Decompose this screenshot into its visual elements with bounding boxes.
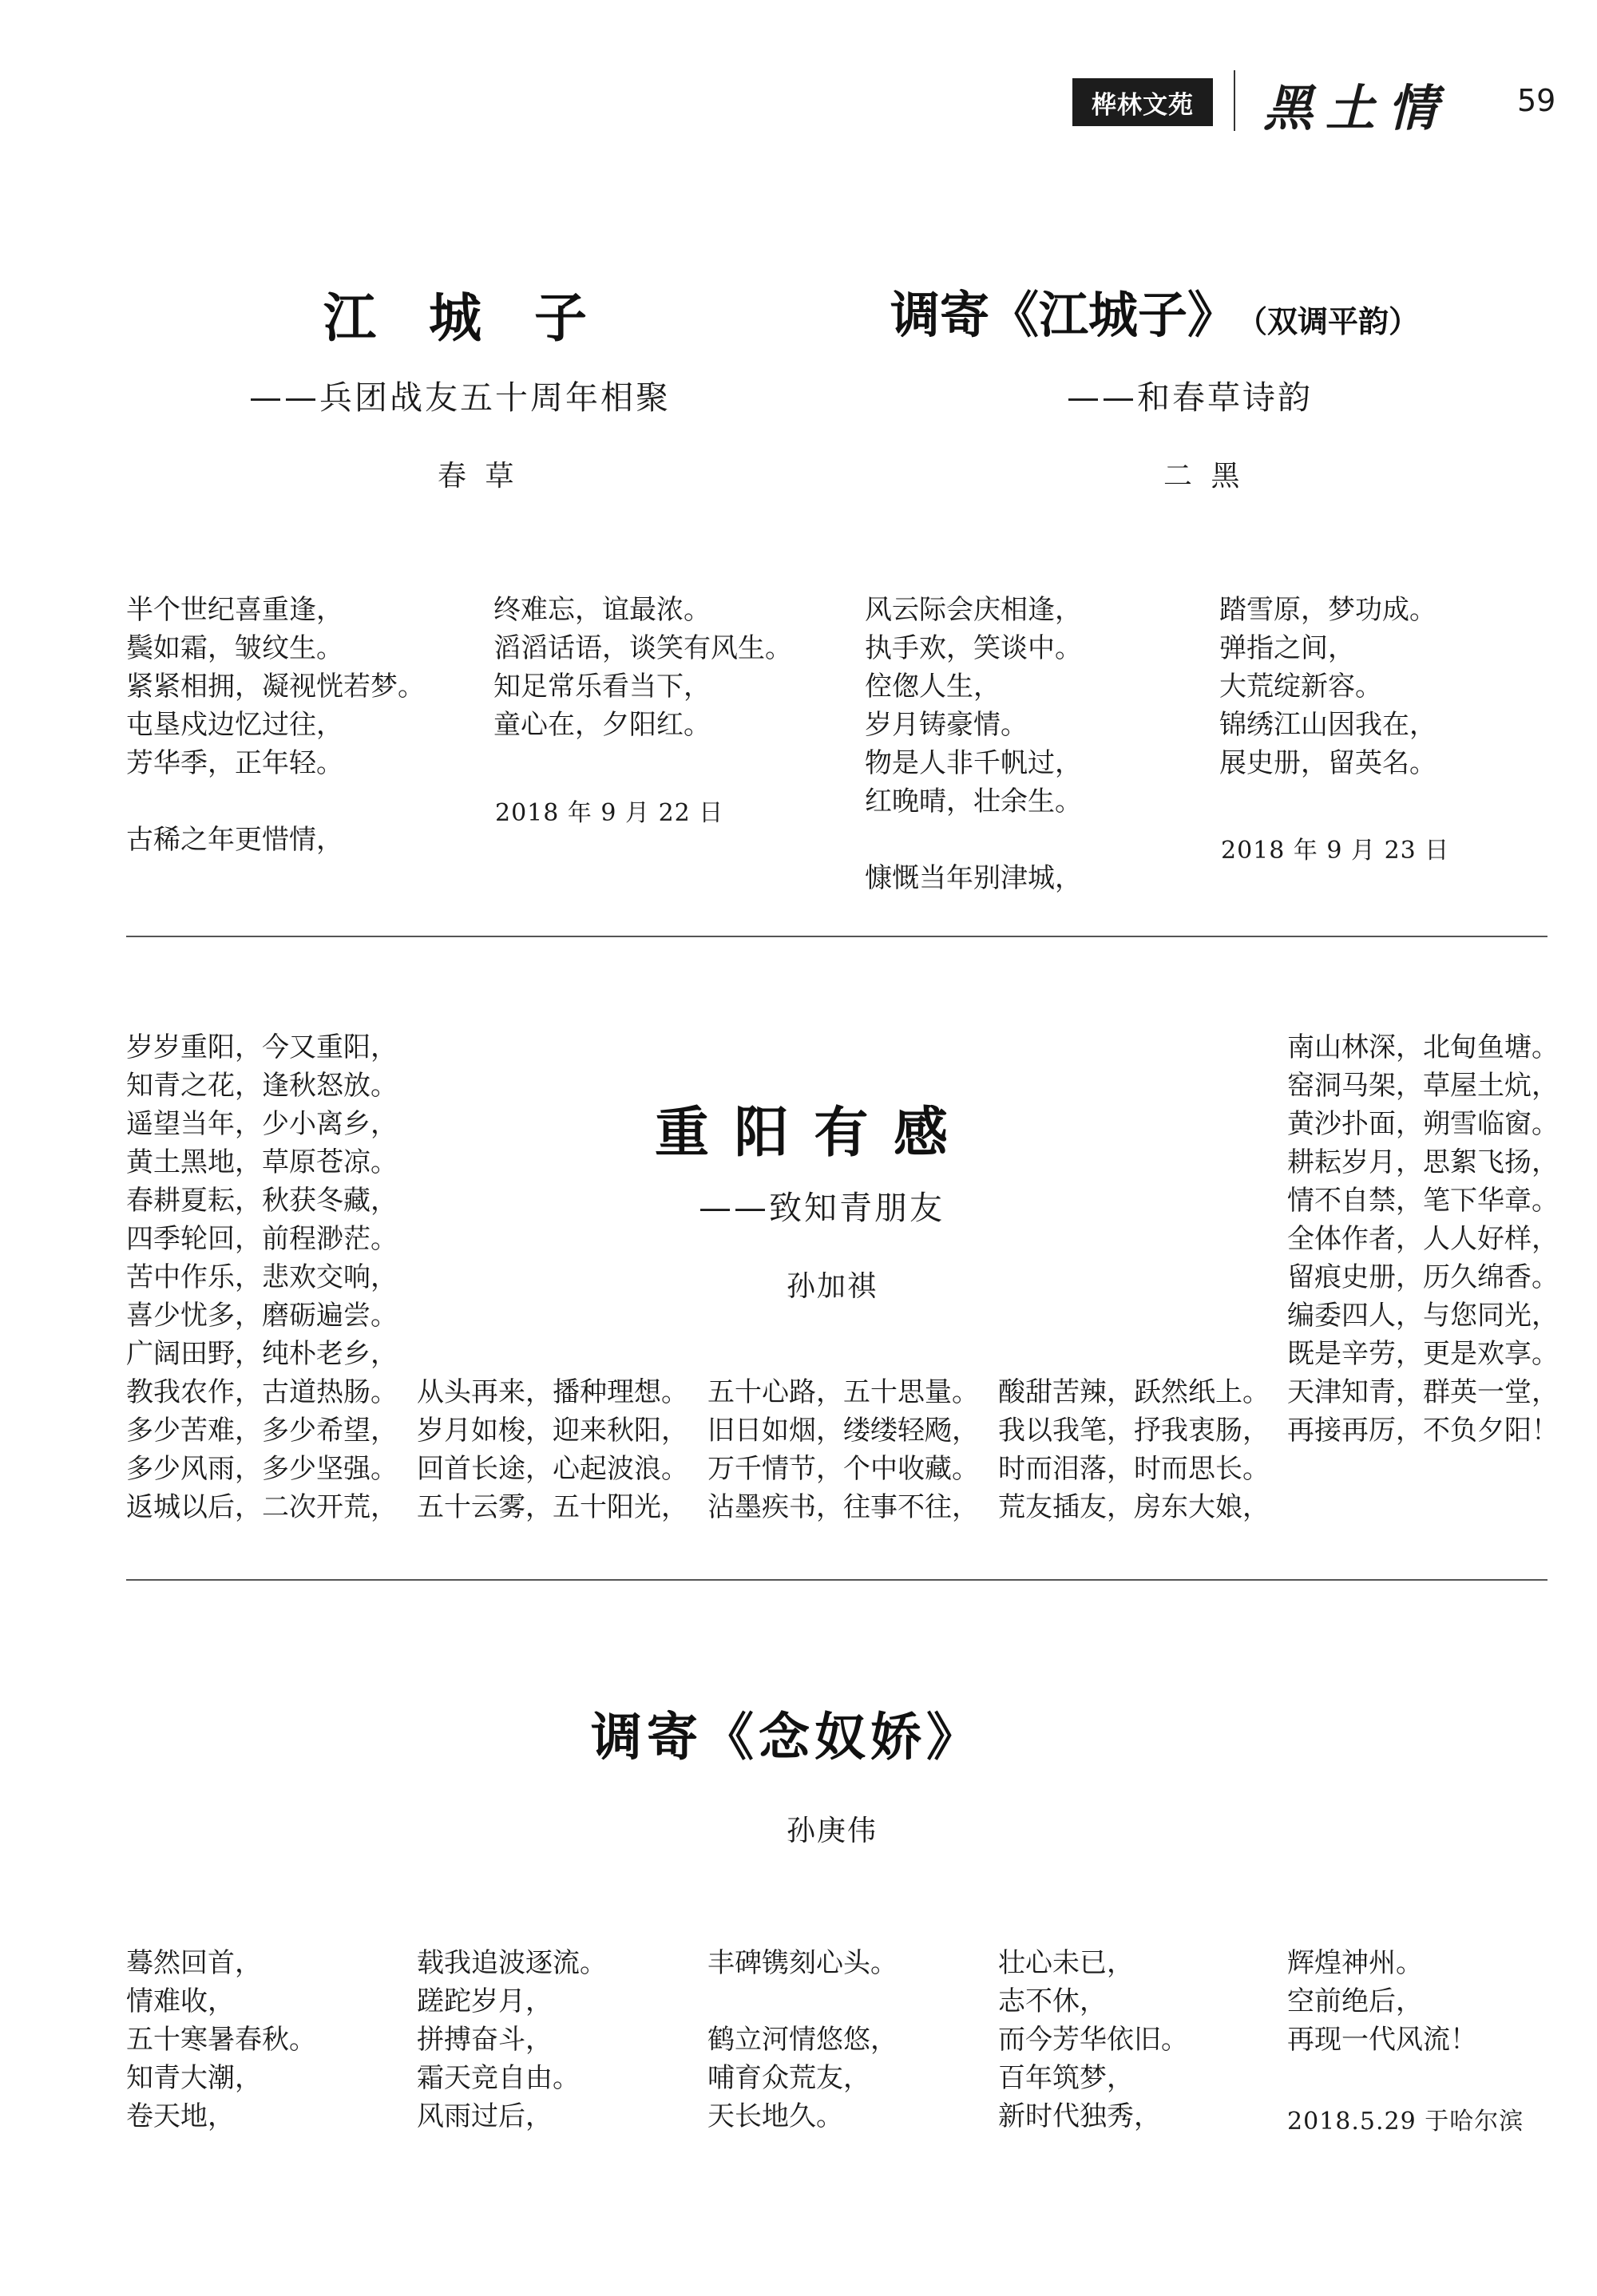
page-number: 59	[1517, 83, 1556, 118]
poem1-title: 江 城 子	[323, 287, 587, 349]
poem-line: 蹉跎岁月，	[417, 1985, 553, 2017]
poem-line: 芳华季，正年轻。	[126, 747, 343, 779]
poem-line: 再现一代风流！	[1287, 2024, 1477, 2056]
poem-line: 岁月铸豪情。	[865, 709, 1028, 741]
poem-line: 时而泪落，时而思长。	[998, 1453, 1270, 1485]
poem-line: 四季轮回，前程渺茫。	[126, 1223, 398, 1255]
poem-line: 天津知青，群英一堂，	[1287, 1376, 1559, 1408]
poem-line: 多少苦难，多少希望，	[126, 1415, 398, 1447]
poem3-column-3	[707, 1373, 979, 1526]
poem-line: 再接再厉，不负夕阳！	[1287, 1415, 1559, 1447]
poem-line: 拼搏奋斗，	[417, 2024, 553, 2056]
poem-line: 既是辛劳，更是欢享。	[1287, 1338, 1559, 1370]
poem-line: 从头再来，播种理想。	[417, 1376, 688, 1408]
poem1-author: 春 草	[438, 460, 519, 493]
poem-line: 广阔田野，纯朴老乡，	[126, 1338, 398, 1370]
poem-line: 丰碑镌刻心头。	[707, 1947, 898, 1979]
poem-line: 辉煌神州。	[1287, 1947, 1423, 1979]
poem3-column-2	[417, 1373, 688, 1526]
poem3-column-1	[126, 1028, 398, 1526]
poem-line: 鬓如霜，皱纹生。	[126, 632, 343, 664]
poem2-title-note: （双调平韵）	[1237, 304, 1420, 339]
section-divider-2	[126, 1579, 1547, 1581]
poem-line: 黄土黑地，草原苍凉。	[126, 1146, 398, 1178]
poem-line: 古稀之年更惜情，	[126, 824, 343, 856]
poem-line: 情不自禁，笔下华章。	[1287, 1185, 1559, 1217]
poem-line: 红晚晴，壮余生。	[865, 786, 1082, 817]
poem-line: 多少风雨，多少坚强。	[126, 1453, 398, 1485]
poem4-column-1	[126, 1944, 316, 2136]
poem-line: 壮心未已，	[998, 1947, 1134, 1979]
poem4-column-2	[417, 1944, 607, 2136]
poem-line: 旧日如烟，缕缕轻飏，	[707, 1415, 979, 1447]
poem-line: 哺育众荒友，	[707, 2062, 870, 2094]
poem-line: 沾墨疾书，往事不往，	[707, 1491, 979, 1523]
poem4-column-4	[998, 1944, 1188, 2136]
poem-line: 回首长途，心起波浪。	[417, 1453, 688, 1485]
poem-line: 天长地久。	[707, 2100, 843, 2132]
poem-line: 知青之花，逢秋怒放。	[126, 1070, 398, 1102]
poem-line: 五十寒暑春秋。	[126, 2024, 316, 2056]
poem-line: 慷慨当年别津城，	[865, 862, 1082, 894]
poem2-date: 2018 年 9 月 23 日	[1221, 837, 1450, 865]
poem-line: 知青大潮，	[126, 2062, 262, 2094]
poem-line: 南山林深，北甸鱼塘。	[1287, 1031, 1559, 1063]
poem2-column-2	[1219, 591, 1437, 782]
poem-line: 空前绝后，	[1287, 1985, 1423, 2017]
poem-line: 滔滔话语，谈笑有风生。	[493, 632, 792, 664]
poem3-column-4	[998, 1373, 1270, 1526]
poem-line: 春耕夏耘，秋获冬藏，	[126, 1185, 398, 1217]
poem-line: 屯垦戍边忆过往，	[126, 709, 343, 741]
stanza-gap	[126, 782, 425, 821]
poem1-subtitle: ——兵团战友五十周年相聚	[249, 378, 671, 417]
poem4-column-5	[1287, 1944, 1477, 2059]
poem-line: 五十云雾，五十阳光，	[417, 1491, 688, 1523]
poem-line: 展史册，留英名。	[1219, 747, 1437, 779]
poem4-date: 2018.5.29 于哈尔滨	[1287, 2108, 1524, 2136]
poem3-column-5	[1287, 1028, 1559, 1450]
poem-line: 踏雪原，梦功成。	[1219, 594, 1437, 626]
poem-line: 卷天地，	[126, 2100, 235, 2132]
poem-line: 耕耘岁月，思絮飞扬，	[1287, 1146, 1559, 1178]
poem4-author: 孙庚伟	[787, 1815, 878, 1847]
poem-line: 蓦然回首，	[126, 1947, 262, 1979]
poem1-column-1	[126, 591, 425, 859]
poem4-column-3	[707, 1944, 898, 2136]
stanza-gap	[865, 821, 1082, 859]
poem-line: 留痕史册，历久绵香。	[1287, 1261, 1559, 1293]
poem-line: 载我追波逐流。	[417, 1947, 607, 1979]
poem3-author: 孙加祺	[787, 1270, 878, 1303]
poem-line: 酸甜苦辣，跃然纸上。	[998, 1376, 1270, 1408]
poem2-title-block	[890, 275, 1419, 346]
poem-line: 遥望当年，少小离乡，	[126, 1108, 398, 1140]
section-tag: 桦林文苑	[1072, 78, 1213, 126]
poem-line: 全体作者，人人好样，	[1287, 1223, 1559, 1255]
poem-line: 执手欢，笑谈中。	[865, 632, 1082, 664]
poem-line: 风雨过后，	[417, 2100, 553, 2132]
poem-line: 五十心路，五十思量。	[707, 1376, 979, 1408]
poem-line: 倥偬人生，	[865, 671, 1001, 703]
poem-line: 风云际会庆相逢，	[865, 594, 1082, 626]
poem-line: 半个世纪喜重逢，	[126, 594, 343, 626]
poem-line: 荒友插友，房东大娘，	[998, 1491, 1270, 1523]
poem3-title: 重 阳 有 感	[655, 1102, 952, 1165]
poem-line: 而今芳华依旧。	[998, 2024, 1188, 2056]
poem-line: 弹指之间，	[1219, 632, 1355, 664]
poem-line: 我以我笔，抒我衷肠，	[998, 1415, 1270, 1447]
poem-line: 终难忘，谊最浓。	[493, 594, 711, 626]
poem2-subtitle: ——和春草诗韵	[1067, 378, 1313, 417]
poem-line: 岁月如梭，迎来秋阳，	[417, 1415, 688, 1447]
poem-line: 童心在，夕阳红。	[493, 709, 711, 741]
poem-line: 知足常乐看当下，	[493, 671, 711, 703]
stanza-gap	[707, 1982, 898, 2021]
poem-line: 苦中作乐，悲欢交响，	[126, 1261, 398, 1293]
poem-line: 情难收，	[126, 1985, 235, 2017]
poem-line: 喜少忧多，磨砺遍尝。	[126, 1300, 398, 1332]
poem-line: 万千情节，个中收藏。	[707, 1453, 979, 1485]
poem-line: 黄沙扑面，朔雪临窗。	[1287, 1108, 1559, 1140]
poem2-title: 调寄《江城子》	[890, 286, 1238, 344]
poem-line: 教我农作，古道热肠。	[126, 1376, 398, 1408]
poem-line: 霜天竞自由。	[417, 2062, 580, 2094]
poem-line: 紧紧相拥，凝视恍若梦。	[126, 671, 425, 703]
poem1-date: 2018 年 9 月 22 日	[495, 799, 724, 827]
poem4-title: 调寄《念奴娇》	[591, 1708, 982, 1768]
poem1-column-2	[493, 591, 792, 744]
section-divider-1	[126, 936, 1547, 937]
poem-line: 窑洞马架，草屋土炕，	[1287, 1070, 1559, 1102]
poem-line: 返城以后，二次开荒，	[126, 1491, 398, 1523]
poem-line: 鹤立河情悠悠，	[707, 2024, 898, 2056]
poem-line: 编委四人，与您同光，	[1287, 1300, 1559, 1332]
poem2-author: 二 黑	[1163, 460, 1245, 493]
header-divider	[1234, 70, 1235, 131]
poem-line: 物是人非千帆过，	[865, 747, 1082, 779]
poem-line: 大荒绽新容。	[1219, 671, 1382, 703]
poem-line: 锦绣江山因我在，	[1219, 709, 1437, 741]
poem-line: 志不休，	[998, 1985, 1107, 2017]
poem-line: 岁岁重阳，今又重阳，	[126, 1031, 398, 1063]
poem-line: 新时代独秀，	[998, 2100, 1161, 2132]
poem3-subtitle: ——致知青朋友	[699, 1189, 945, 1227]
poem-line: 百年筑梦，	[998, 2062, 1134, 2094]
poem2-column-1	[865, 591, 1082, 897]
magazine-logo: 黑土情	[1263, 79, 1451, 137]
